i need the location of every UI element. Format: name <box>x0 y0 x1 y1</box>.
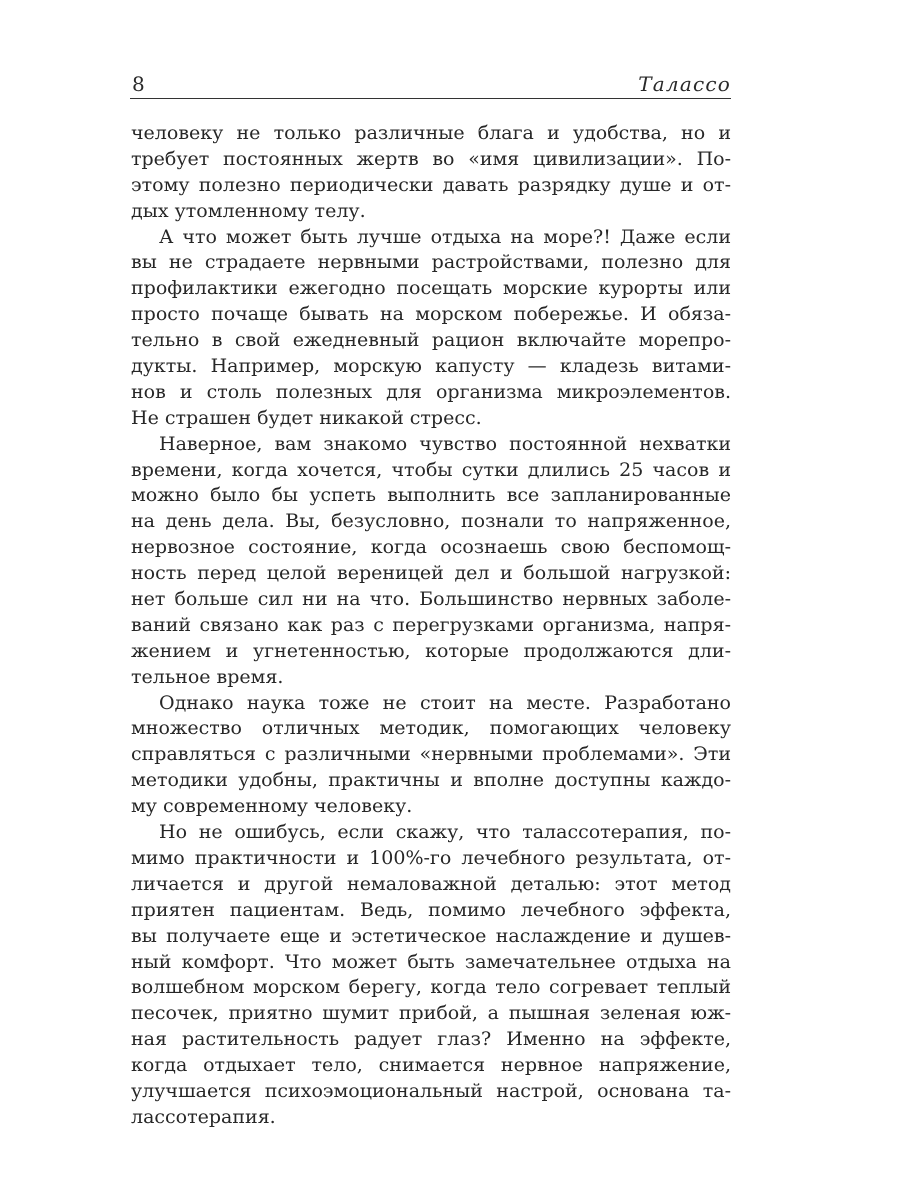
text-line: личается и другой немаловажной деталью: этот метод <box>131 872 731 895</box>
paragraph <box>131 121 731 225</box>
text-line: вы получаете еще и эстетическое наслаждение и душев- <box>131 924 731 947</box>
text-line: Наверное, вам знакомо чувство постоянной нехватки <box>159 432 731 455</box>
page-number: 8 <box>132 72 145 96</box>
text-line: нов и столь полезных для организма микроэлементов. <box>131 380 731 403</box>
text-line: множество отличных методик, помогающих человеку <box>131 717 731 740</box>
text-line: мимо практичности и 100%-го лечебного результата, от- <box>131 846 731 869</box>
text-line: Но не ошибусь, если скажу, что талассотерапия, по- <box>159 821 731 844</box>
text-line: Однако наука тоже не стоит на месте. Разработано <box>159 691 731 714</box>
text-line: жением и угнетенностью, которые продолжаются дли- <box>131 639 731 662</box>
text-line: лассотерапия. <box>131 1105 276 1128</box>
paragraph <box>131 691 731 820</box>
text-line: справляться с различными «нервными проблемами». Эти <box>131 743 731 766</box>
text-line: нервозное состояние, когда осознаешь свою беспомощ- <box>131 536 731 559</box>
text-line: на день дела. Вы, безусловно, познали то напряженное, <box>131 510 731 533</box>
text-line: человеку не только различные блага и удобства, но и <box>131 122 731 144</box>
text-line: требует постоянных жертв во «имя цивилизации». По- <box>131 147 731 170</box>
text-line: тельное время. <box>131 665 284 688</box>
text-line: времени, когда хочется, чтобы сутки длились 25 часов и <box>131 458 731 481</box>
text-line: улучшается психоэмоциональный настрой, основана та- <box>131 1079 731 1102</box>
text-line: этому полезно периодически давать разрядку душе и от- <box>131 173 731 196</box>
text-line: можно было бы успеть выполнить все запланированные <box>131 484 731 507</box>
text-line: профилактики ежегодно посещать морские курорты или <box>131 277 731 300</box>
text-line: ваний связано как раз с перегрузками организма, напря- <box>131 613 731 636</box>
paragraph <box>131 820 731 1131</box>
text-line: методики удобны, практичны и вполне доступны каждо- <box>131 769 731 792</box>
header-rule <box>130 98 731 99</box>
text-line: му современному человеку. <box>131 795 413 818</box>
text-line: Не страшен будет никакой стресс. <box>131 406 482 429</box>
text-line: дукты. Например, морскую капусту — кладезь витами- <box>131 355 731 378</box>
text-line: дых утомленному телу. <box>131 199 366 222</box>
text-line: когда отдыхает тело, снимается нервное напряжение, <box>131 1054 731 1077</box>
text-line: нет больше сил ни на что. Большинство нервных заболе- <box>131 588 731 611</box>
text-line: тельно в свой ежедневный рацион включайте морепро- <box>131 329 731 352</box>
text-line: приятен пациентам. Ведь, помимо лечебного эффекта, <box>131 898 731 921</box>
body-text <box>131 121 731 1131</box>
running-title: Талассо <box>638 72 731 96</box>
text-line: песочек, приятно шумит прибой, а пышная зеленая юж- <box>131 1002 731 1025</box>
text-line: вы не страдаете нервными растройствами, полезно для <box>131 251 731 274</box>
running-head <box>130 68 731 96</box>
text-line: волшебном морском берегу, когда тело согревает теплый <box>131 976 731 999</box>
paragraph <box>131 225 731 432</box>
text-line: ный комфорт. Что может быть замечательнее отдыха на <box>131 950 731 973</box>
text-line: ность перед целой вереницей дел и большой нагрузкой: <box>131 562 731 585</box>
text-line: А что может быть лучше отдыха на море?! Даже если <box>159 225 731 248</box>
paragraph <box>131 432 731 691</box>
text-line: просто почаще бывать на морском побережье. И обяза- <box>131 303 731 326</box>
text-line: ная растительность радует глаз? Именно на эффекте, <box>131 1028 731 1051</box>
